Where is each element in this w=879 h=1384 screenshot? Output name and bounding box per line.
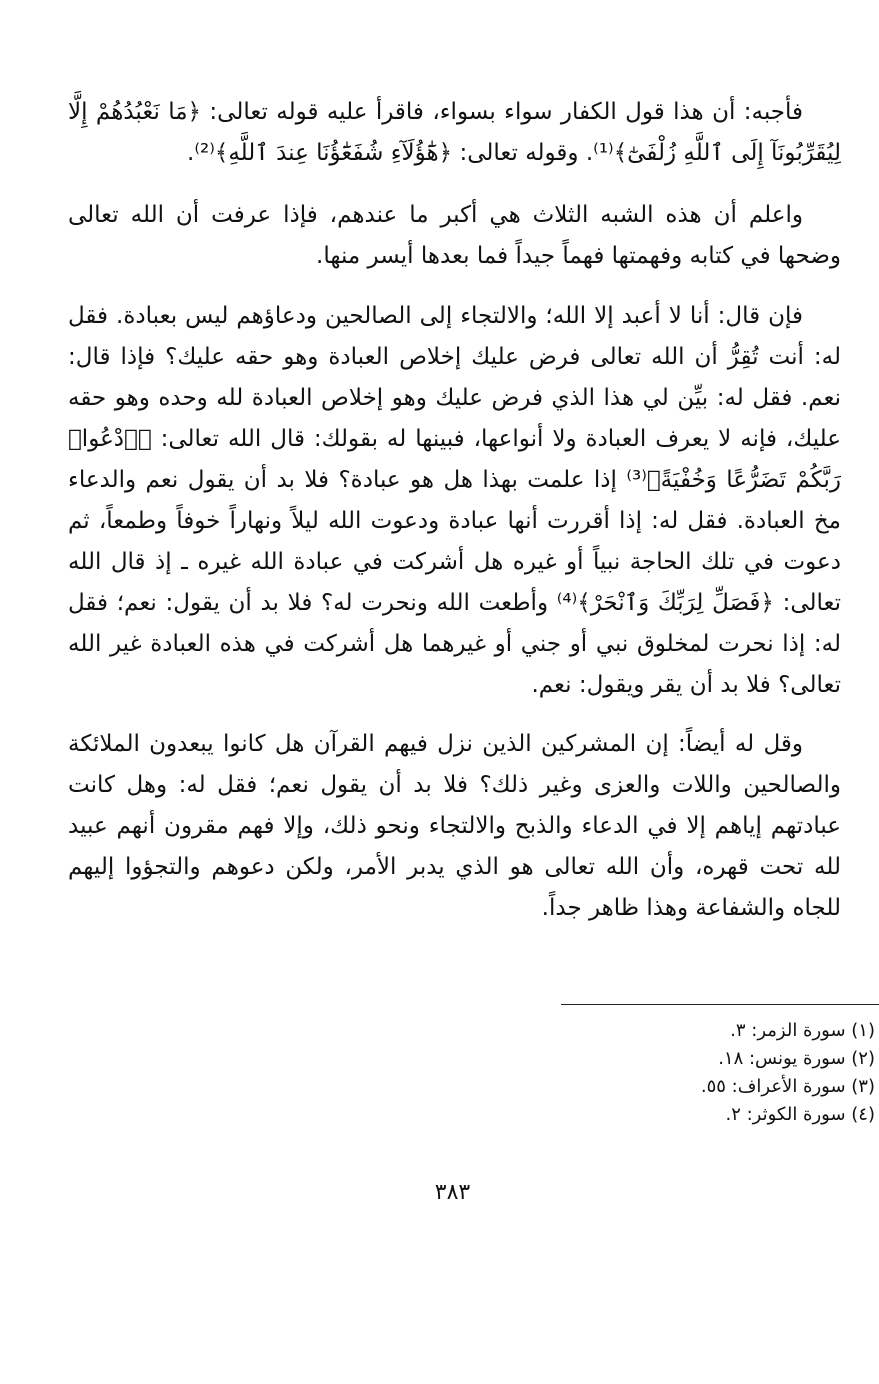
footnote-item: (٣) سورة الأعراف: ٥٥. bbox=[700, 1076, 875, 1097]
footnote-item: (١) سورة الزمر: ٣. bbox=[730, 1020, 875, 1041]
footnote-item: (٤) سورة الكوثر: ٢. bbox=[725, 1104, 875, 1125]
paragraph-polytheists-worship: وقل له أيضاً: إن المشركين الذين نزل فيهم القرآن هل كانوا يبعدون الملائكة والصالحين واللات والعزى وغير ذلك؟ فلا بد أن يقول نعم؛ فقل له: وهل كانت عبادتهم إياهم إلا في الدعاء والذبح والالتجاء ونحو ذلك، وإلا فهم مقرون أنهم عبيد لله تحت قهره، وأن الله تعالى هو الذي يدبر الأمر، ولكن دعوهم والتجؤوا إليهم للجاه والشفاعة وهذا ظاهر جداً. bbox=[68, 731, 841, 921]
paragraph-worship-definition: فإن قال: أنا لا أعبد إلا الله؛ والالتجاء إلى الصالحين ودعاؤهم ليس بعبادة. فقل له: أنت تُقِرُّ أن الله تعالى فرض عليك إخلاص العبادة وهو حقه عليك؟ فإذا قال: نعم. فقل له: بيِّن لي هذا الذي فرض عليك وهو إخلاص العبادة لله وحده وهو حقه عليك، فإنه لا يعرف العبادة ولا أنواعها، فبينها له بقولك: قال الله تعالى: ﴿ٱدْعُوا۟ رَبَّكُمْ تَضَرُّعًا وَخُفْيَةً﴾⁽³⁾ إذا علمت بهذا هل هو عبادة؟ فلا بد أن يقول نعم والدعاء مخ العبادة. فقل له: إذا أقررت أنها عبادة ودعوت الله ليلاً ونهاراً خوفاً وطمعاً، ثم دعوت في تلك الحاجة نبياً أو غيره هل أشركت في عبادة الله غيره ـ إذ قال الله تعالى: ﴿فَصَلِّ لِرَبِّكَ وَٱنْحَرْ﴾⁽⁴⁾ وأطعت الله ونحرت له؟ فلا بد أن يقول: نعم؛ فقل له: إذا نحرت لمخلوق نبي أو جني أو غيرهما هل أشركت في هذه العبادة غير الله تعالى؟ فلا بد أن يقر ويقول: نعم. bbox=[68, 303, 841, 698]
body-text bbox=[68, 92, 841, 929]
paragraph-reply-to-disbelievers: فأجبه: أن هذا قول الكفار سواء بسواء، فاقرأ عليه قوله تعالى: ﴿مَا نَعْبُدُهُمْ إِلَّا لِيُقَرِّبُونَآ إِلَى ٱللَّهِ زُلْفَىٰٓ﴾⁽¹⁾. وقوله تعالى: ﴿هَٰٓؤُلَآءِ شُفَعَٰٓؤُنَا عِندَ ٱللَّهِ﴾⁽²⁾. bbox=[68, 99, 841, 166]
footnotes bbox=[561, 1004, 879, 1129]
footnote-list bbox=[561, 1017, 879, 1129]
page-number: ٣٨٣ bbox=[434, 1180, 471, 1205]
footnote-divider bbox=[561, 1004, 879, 1005]
footnote-item: (٢) سورة يونس: ١٨. bbox=[718, 1048, 875, 1069]
paragraph-three-doubts: واعلم أن هذه الشبه الثلاث هي أكبر ما عندهم، فإذا عرفت أن الله تعالى وضحها في كتابه وفهمتها فهماً جيداً فما بعدها أيسر منها. bbox=[68, 202, 841, 269]
